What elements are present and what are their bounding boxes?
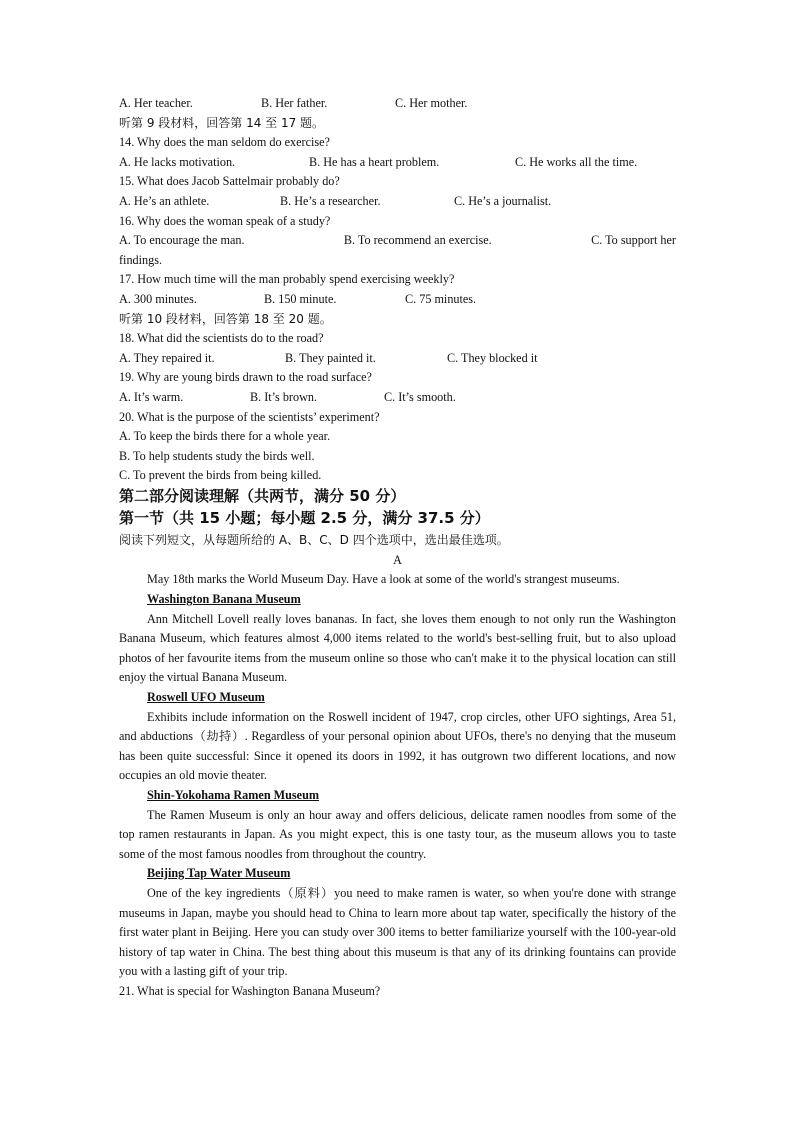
question-15: 15. What does Jacob Sattelmair probably do? (119, 174, 340, 189)
q19-options (119, 388, 676, 408)
option-a: A. It’s warm. (119, 389, 184, 404)
option-b: B. He has a heart problem. (309, 154, 440, 169)
question-18: 18. What did the scientists do to the road? (119, 331, 324, 346)
question-17: 17. How much time will the man probably spend exercising weekly? (119, 272, 455, 287)
option-c: C. 75 minutes. (405, 291, 477, 306)
option-a: A. He lacks motivation. (119, 154, 236, 169)
museum-3-text: The Ramen Museum is only an hour away and offers delicious, delicate ramen noodles from some of the top ramen restaurants in Japan. As you might expect, this is one tasty tour, as the museum allows you to taste some of the most famous noodles from throughout the country. (119, 807, 676, 861)
option-a: A. To encourage the man. (119, 233, 245, 248)
question-19: 19. Why are young birds drawn to the road surface? (119, 370, 372, 385)
q16-option-c-continued: findings. (119, 252, 162, 267)
option-c: C. Her mother. (395, 96, 468, 110)
passage-label: A (393, 552, 402, 567)
option-b: B. 150 minute. (264, 291, 337, 306)
q18-options (119, 349, 676, 369)
question-20: 20. What is the purpose of the scientists’ experiment? (119, 409, 380, 424)
q20-option-a: A. To keep the birds there for a whole year. (119, 429, 331, 444)
option-b: B. He’s a researcher. (280, 193, 381, 208)
museum-1-title: Washington Banana Museum (147, 592, 301, 607)
question-16: 16. Why does the woman speak of a study? (119, 213, 331, 228)
option-c: C. To support her (591, 233, 676, 248)
q20-option-c: C. To prevent the birds from being killed. (119, 468, 322, 483)
option-c: C. It’s smooth. (384, 389, 456, 404)
q14-options (119, 153, 676, 173)
option-a: A. 300 minutes. (119, 291, 197, 306)
section-9-instruction: 听第 9 段材料，回答第 14 至 17 题。 (119, 115, 325, 130)
q13-options (119, 94, 676, 114)
question-21: 21. What is special for Washington Banana Museum? (119, 983, 381, 998)
passage-intro: May 18th marks the World Museum Day. Have a look at some of the world's strangest museums. (147, 572, 620, 587)
option-a: A. He’s an athlete. (119, 193, 210, 208)
option-b: B. To recommend an exercise. (343, 233, 492, 248)
reading-instruction: 阅读下列短文，从每题所给的 A、B、C、D 四个选项中，选出最佳选项。 (119, 532, 509, 547)
exam-page (119, 94, 676, 1002)
option-a: A. They repaired it. (119, 350, 215, 365)
option-c: C. He’s a journalist. (454, 193, 552, 208)
museum-2-text: Exhibits include information on the Roswell incident of 1947, crop circles, other UFO sightings, Area 51, and abductions（劫持）. Regardless of your personal opinion about UFOs, there's no denying that the museum has been quite successful: Since it opened its doors in 1992, it has outgrown two different locations, and now occupies an old movie theater. (119, 709, 676, 783)
q15-options (119, 192, 676, 212)
option-b: B. They painted it. (285, 350, 376, 365)
section-1-title: 第一节（共 15 小题；每小题 2.5 分，满分 37.5 分） (119, 508, 490, 527)
museum-4-title: Beijing Tap Water Museum (147, 866, 291, 881)
option-c: C. They blocked it (447, 350, 538, 365)
museum-4-text: One of the key ingredients（原料）you need to make ramen is water, so when you're done with strange museums in Japan, maybe you should head to China to learn more about tap water, specifically the history of the first water plant in Beijing. Here you can study over 300 items to better familiarize yourself with the 100-year-old history of tap water in China. The best thing about this museum is that any of its drinking fountains can provide you with a lasting gift of your trip. (119, 885, 676, 979)
option-b: B. It’s brown. (250, 389, 318, 404)
q17-options (119, 290, 676, 310)
part-2-title: 第二部分阅读理解（共两节，满分 50 分） (119, 486, 406, 505)
museum-2-title: Roswell UFO Museum (147, 690, 265, 705)
q20-option-b: B. To help students study the birds well. (119, 448, 315, 463)
option-a: A. Her teacher. (119, 96, 193, 110)
museum-1-text: Ann Mitchell Lovell really loves bananas. In fact, she loves them enough to not only run the Washington Banana Museum, which features almost 4,000 items related to the world's best-selling fruit, but to also upload photos of her favourite items from the museum online so those who can't make it to the physical location can still enjoy the virtual Banana Museum. (119, 611, 676, 685)
option-b: B. Her father. (261, 96, 328, 110)
section-10-instruction: 听第 10 段材料，回答第 18 至 20 题。 (119, 311, 332, 326)
question-14: 14. Why does the man seldom do exercise? (119, 135, 330, 150)
option-c: C. He works all the time. (515, 154, 638, 169)
q16-options (119, 231, 676, 251)
museum-3-title: Shin-Yokohama Ramen Museum (147, 788, 320, 802)
